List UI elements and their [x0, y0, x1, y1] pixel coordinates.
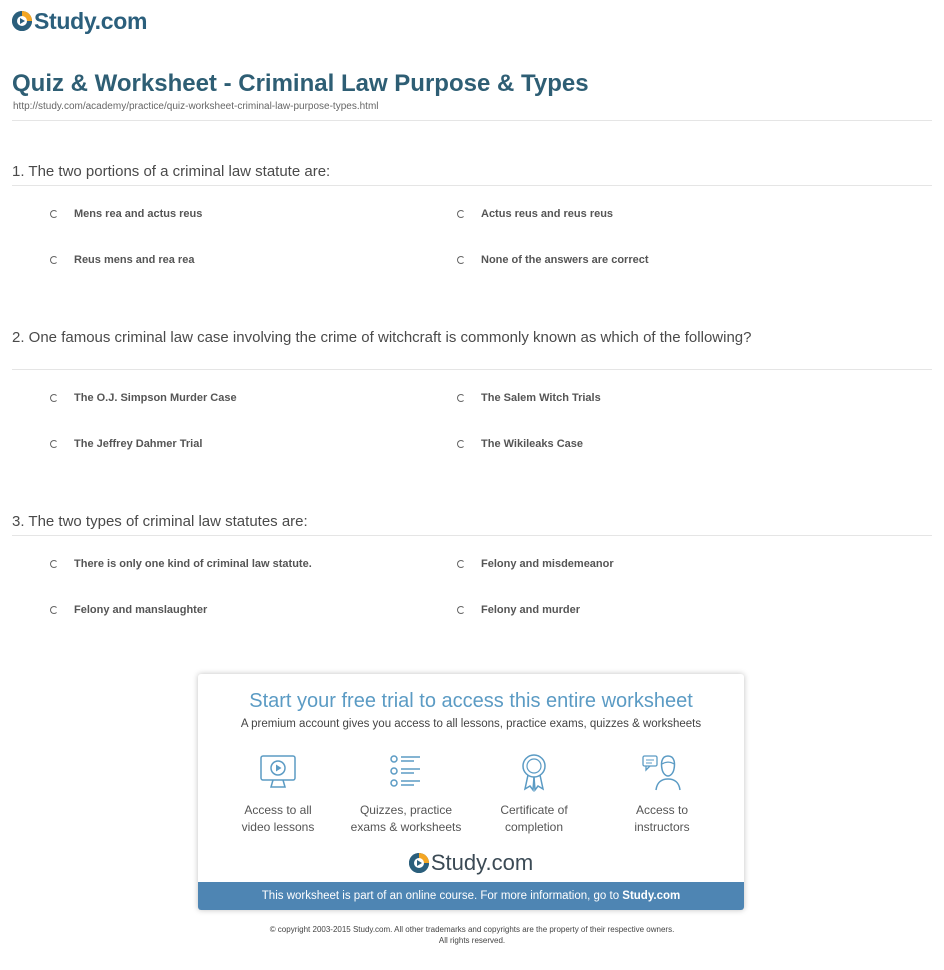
certificate-icon — [514, 752, 554, 792]
option-label: The Wikileaks Case — [481, 438, 584, 450]
promo-bar-link[interactable]: Study.com — [622, 890, 681, 902]
option-label: Mens rea and actus reus — [74, 208, 203, 220]
q2-option-c[interactable] — [50, 438, 202, 450]
study-logo-icon — [409, 853, 429, 873]
study-logo — [409, 852, 431, 874]
study-logo-text: Study.com — [34, 7, 148, 34]
promo-logo-text: Study.com — [430, 850, 534, 875]
feature-label: Quizzes, practice exams & worksheets — [350, 803, 462, 834]
feature-instructors — [602, 752, 722, 836]
q1-option-c[interactable] — [50, 254, 194, 266]
question-2-text: 2. One famous criminal law case involving the crime of witchcraft is commonly known as which of the following? — [12, 329, 752, 346]
q2-option-b[interactable] — [457, 392, 601, 404]
option-label: None of the answers are correct — [481, 254, 649, 266]
radio-button[interactable] — [457, 606, 465, 614]
copyright-footer — [0, 924, 944, 946]
radio-button[interactable] — [457, 210, 465, 218]
instructor-icon — [642, 752, 682, 792]
option-label: The Salem Witch Trials — [481, 392, 601, 404]
divider — [12, 185, 932, 186]
promo-title[interactable]: Start your free trial to access this entire worksheet — [249, 690, 693, 712]
question-1-text: 1. The two portions of a criminal law statute are: — [12, 163, 331, 180]
study-logo[interactable] — [12, 8, 147, 34]
radio-button[interactable] — [50, 394, 58, 402]
video-lessons-icon — [258, 752, 298, 792]
rights-line: All rights reserved. — [438, 936, 506, 945]
option-label: Felony and misdemeanor — [481, 558, 614, 570]
option-label: There is only one kind of criminal law statute. — [74, 558, 312, 570]
q1-option-a[interactable] — [50, 208, 202, 220]
feature-certificate — [474, 752, 594, 836]
radio-button[interactable] — [50, 210, 58, 218]
q1-option-d[interactable] — [457, 254, 649, 266]
promo-info-bar — [198, 882, 744, 910]
option-label: Actus reus and reus reus — [481, 208, 614, 220]
copyright-line: © copyright 2003-2015 Study.com. All other trademarks and copyrights are the property of their respective owners. — [269, 925, 675, 934]
question-3-text: 3. The two types of criminal law statutes are: — [12, 513, 308, 530]
radio-button[interactable] — [50, 440, 58, 448]
study-logo-icon — [12, 11, 32, 31]
promo-bar-text: This worksheet is part of an online course. For more information, go to — [261, 890, 623, 902]
promo-study-logo[interactable] — [198, 850, 744, 876]
radio-button[interactable] — [457, 394, 465, 402]
radio-button[interactable] — [457, 560, 465, 568]
option-label: The O.J. Simpson Murder Case — [74, 392, 237, 404]
option-label: Reus mens and rea rea — [74, 254, 195, 266]
q2-option-d[interactable] — [457, 438, 583, 450]
feature-label: Certificate of completion — [500, 803, 568, 834]
page-url[interactable]: http://study.com/academy/practice/quiz-worksheet-criminal-law-purpose-types.html — [13, 101, 379, 112]
radio-button[interactable] — [457, 440, 465, 448]
option-label: The Jeffrey Dahmer Trial — [74, 438, 203, 450]
q3-option-d[interactable] — [457, 604, 580, 616]
q3-option-c[interactable] — [50, 604, 207, 616]
feature-quizzes — [346, 752, 466, 836]
premium-promo-box — [198, 674, 744, 910]
radio-button[interactable] — [457, 256, 465, 264]
q2-option-a[interactable] — [50, 392, 237, 404]
q1-option-b[interactable] — [457, 208, 613, 220]
feature-label: Access to all video lessons — [241, 803, 315, 834]
radio-button[interactable] — [50, 606, 58, 614]
q3-option-b[interactable] — [457, 558, 614, 570]
divider — [12, 120, 932, 121]
divider — [12, 535, 932, 536]
feature-video-lessons — [218, 752, 338, 836]
option-label: Felony and murder — [481, 604, 581, 616]
quiz-list-icon — [386, 752, 426, 792]
feature-label: Access to instructors — [634, 803, 690, 834]
divider — [12, 369, 932, 370]
promo-subtitle: A premium account gives you access to all lessons, practice exams, quizzes & worksheets — [240, 718, 702, 730]
page-title: Quiz & Worksheet - Criminal Law Purpose & Types — [12, 70, 589, 97]
radio-button[interactable] — [50, 256, 58, 264]
radio-button[interactable] — [50, 560, 58, 568]
option-label: Felony and manslaughter — [74, 604, 208, 616]
q3-option-a[interactable] — [50, 558, 312, 570]
